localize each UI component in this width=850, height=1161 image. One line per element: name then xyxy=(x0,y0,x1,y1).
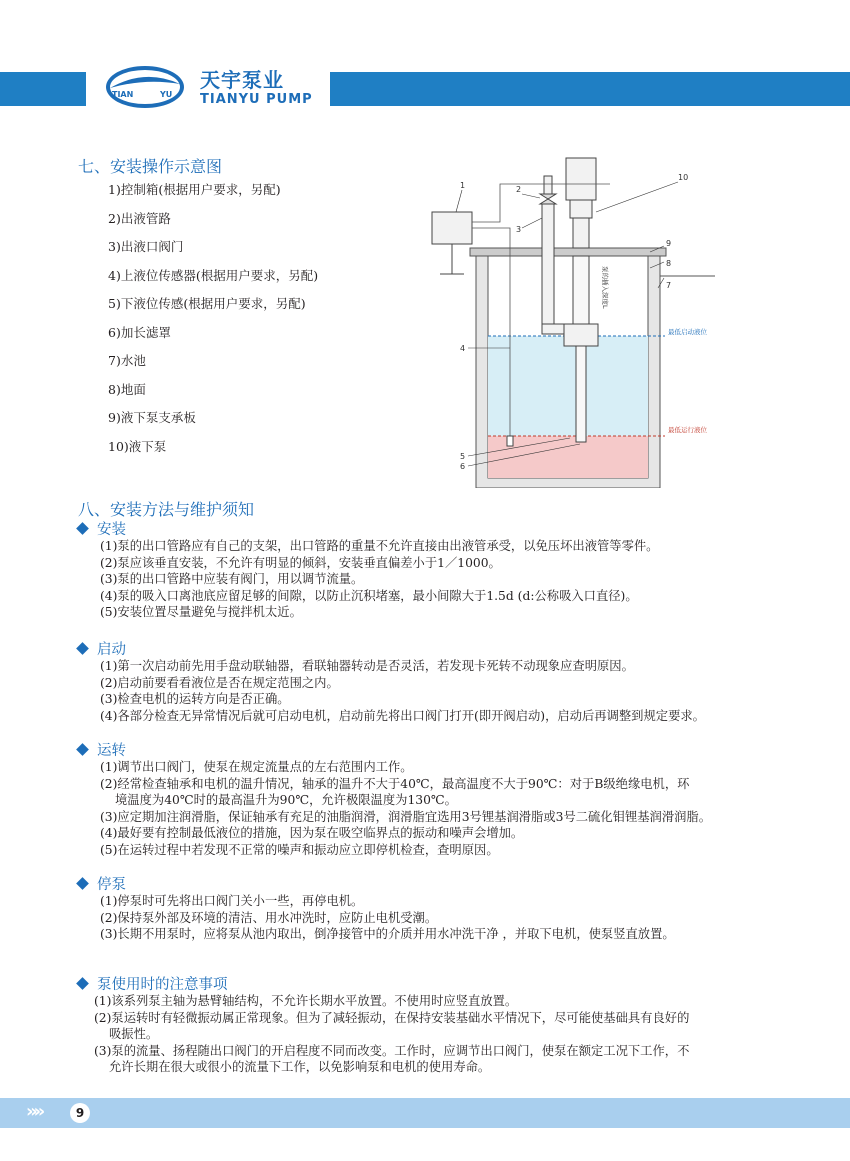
paragraph-line: (3)应定期加注润滑脂，保证轴承有充足的油脂润滑，润滑脂宜选用3号锂基润滑脂或3号二硫化钼锂基润滑润脂。 xyxy=(100,809,712,824)
stop-heading: 停泵 xyxy=(78,873,126,894)
water-region xyxy=(488,336,648,436)
paragraph-line: (2)保持泵外部及环境的清洁、用水冲洗时，应防止电机受潮。 xyxy=(100,910,438,925)
shaft-depth-label: 泵的插入深度L xyxy=(601,266,609,309)
brand-name-cn: 天宇泵业 xyxy=(200,68,284,92)
list-item: 9)液下泵支承板 xyxy=(108,410,196,425)
section-7-title: 七、安装操作示意图 xyxy=(78,157,223,176)
logo-text-left: TIAN xyxy=(112,90,134,99)
start-level-label: 最低启动液位 xyxy=(668,328,707,336)
logo xyxy=(98,56,328,118)
install-heading: 安装 xyxy=(78,518,126,539)
bracket xyxy=(573,218,589,248)
paragraph-line: 允许长期在很大或很小的流量下工作，以免影响泵和电机的使用寿命。 xyxy=(109,1060,491,1074)
paragraph-line: (3)长期不用泵时，应将泵从池内取出，倒净接管中的介质并用水冲洗干净 ，并取下电机，使泵竖直放置。 xyxy=(100,927,675,941)
callout-number: 5 xyxy=(460,452,466,461)
list-item: 6)加长滤罩 xyxy=(108,324,171,340)
stop-content xyxy=(100,893,800,943)
list-item: 10)液下泵 xyxy=(108,438,167,454)
footer-bar xyxy=(0,1098,850,1128)
list-item: 1)控制箱(根据用户要求，另配) xyxy=(108,182,281,197)
notes-content xyxy=(94,993,794,1076)
run-level-label: 最低运行液位 xyxy=(668,426,707,434)
leader-line xyxy=(596,182,678,212)
level-sensor xyxy=(507,436,513,446)
callout-number: 9 xyxy=(666,239,672,248)
callout-number: 10 xyxy=(678,173,689,182)
paragraph-line: (5)在运转过程中若发现不正常的噪声和振动应立即停机检查，查明原因。 xyxy=(100,842,499,857)
leader-line xyxy=(522,194,540,198)
discharge-pipe xyxy=(542,204,554,324)
callout-number: 6 xyxy=(460,462,466,471)
notes-heading: 泵使用时的注意事项 xyxy=(78,973,228,994)
list-item: 4)上液位传感器(根据用户要求，另配) xyxy=(108,267,319,283)
page-number: 9 xyxy=(70,1103,90,1123)
logo-oval-icon xyxy=(104,64,186,110)
run-content xyxy=(100,759,800,858)
paragraph-line: (4)各部分检查无异常情况后就可启动电机，启动前先将出口阀门打开(即开阀启动)，启动后再调整到规定要求。 xyxy=(100,708,705,723)
callout-number: 3 xyxy=(516,225,522,234)
brand-name-en: TIANYU PUMP xyxy=(200,92,313,107)
diamond-bullet-icon xyxy=(76,642,89,655)
paragraph-line: (1)调节出口阀门，使泵在规定流量点的左右范围内工作。 xyxy=(100,760,413,774)
callout-number: 1 xyxy=(460,181,466,190)
diamond-bullet-icon xyxy=(76,977,89,990)
paragraph-line: (5)安装位置尽量避免与搅拌机太近。 xyxy=(100,605,302,619)
callout-number: 7 xyxy=(666,281,672,290)
control-box xyxy=(432,212,472,244)
installation-diagram xyxy=(410,148,730,488)
paragraph-line: (2)经常检查轴承和电机的温升情况，轴承的温升不大于40℃，最高温度不大于90℃：对于B级绝缘电机，环 xyxy=(100,776,690,791)
suction-pipe xyxy=(576,346,586,442)
header-bar-right xyxy=(330,72,850,106)
start-content xyxy=(100,658,800,724)
run-heading: 运转 xyxy=(78,739,126,760)
leader-line xyxy=(456,190,462,212)
install-content xyxy=(100,538,800,621)
paragraph-line: (4)泵的吸入口离池底应留足够的间隙，以防止沉积堵塞，最小间隙大于1.5d (d:公称吸入口直径)。 xyxy=(100,588,638,603)
paragraph-line: 吸振性。 xyxy=(109,1027,159,1041)
list-item: 5)下液位传感(根据用户要求，另配) xyxy=(108,296,306,311)
callout-number: 2 xyxy=(516,185,522,194)
callout-number: 4 xyxy=(460,344,466,353)
paragraph-line: (1)泵的出口管路应有自己的支架，出口管路的重量不允许直接由出液管承受，以免压坏出液管等零件。 xyxy=(100,539,659,553)
discharge-elbow xyxy=(542,324,564,334)
diamond-bullet-icon xyxy=(76,743,89,756)
list-item: 8)地面 xyxy=(108,381,146,397)
list-item: 3)出液口阀门 xyxy=(108,239,184,254)
start-heading: 启动 xyxy=(78,638,126,659)
paragraph-line: (2)启动前要看看液位是否在规定范围之内。 xyxy=(100,675,339,690)
outlet-pipe xyxy=(544,176,552,194)
support-plate xyxy=(470,248,666,256)
paragraph-line: (3)泵的流量、扬程随出口阀门的开启程度不同而改变。工作时，应调节出口阀门，使泵在额定工况下工作，不 xyxy=(94,1043,690,1058)
section-8-title: 八、安装方法与维护须知 xyxy=(78,500,255,519)
diamond-bullet-icon xyxy=(76,877,89,890)
motor xyxy=(566,158,596,200)
paragraph-line: (1)停泵时可先将出口阀门关小一些，再停电机。 xyxy=(100,894,364,908)
pump-casing xyxy=(564,324,598,346)
logo-text-right: YU xyxy=(160,90,173,99)
double-chevron-icon: »» xyxy=(26,1101,42,1122)
valve xyxy=(540,194,556,204)
paragraph-line: (3)检查电机的运转方向是否正确。 xyxy=(100,692,290,706)
list-item: 7)水池 xyxy=(108,353,146,368)
paragraph-line: (4)最好要有控制最低液位的措施，因为泵在吸空临界点的振动和噪声会增加。 xyxy=(100,826,524,840)
leader-line xyxy=(522,218,542,228)
paragraph-line: (2)泵运转时有轻微振动属正常现象。但为了减轻振动，在保持安装基础水平情况下，尽可能使基础具有良好的 xyxy=(94,1010,690,1025)
list-item: 2)出液管路 xyxy=(108,210,171,226)
paragraph-line: (3)泵的出口管路中应装有阀门，用以调节流量。 xyxy=(100,572,364,586)
diamond-bullet-icon xyxy=(76,522,89,535)
parts-list xyxy=(108,180,318,465)
paragraph-line: (2)泵应该垂直安装，不允许有明显的倾斜，安装垂直偏差小于1／1000。 xyxy=(100,555,501,570)
header-bar-left xyxy=(0,72,86,106)
paragraph-line: (1)该系列泵主轴为悬臂轴结构，不允许长期水平放置。不使用时应竖直放置。 xyxy=(94,994,518,1008)
paragraph-line: (1)第一次启动前先用手盘动联轴器，看联轴器转动是否灵活，若发现卡死转不动现象应查明原因。 xyxy=(100,659,634,673)
coupling xyxy=(570,200,592,218)
callout-number: 8 xyxy=(666,259,672,268)
paragraph-line: 境温度为40℃时的最高温升为90℃，允许极限温度为130℃。 xyxy=(115,793,457,807)
